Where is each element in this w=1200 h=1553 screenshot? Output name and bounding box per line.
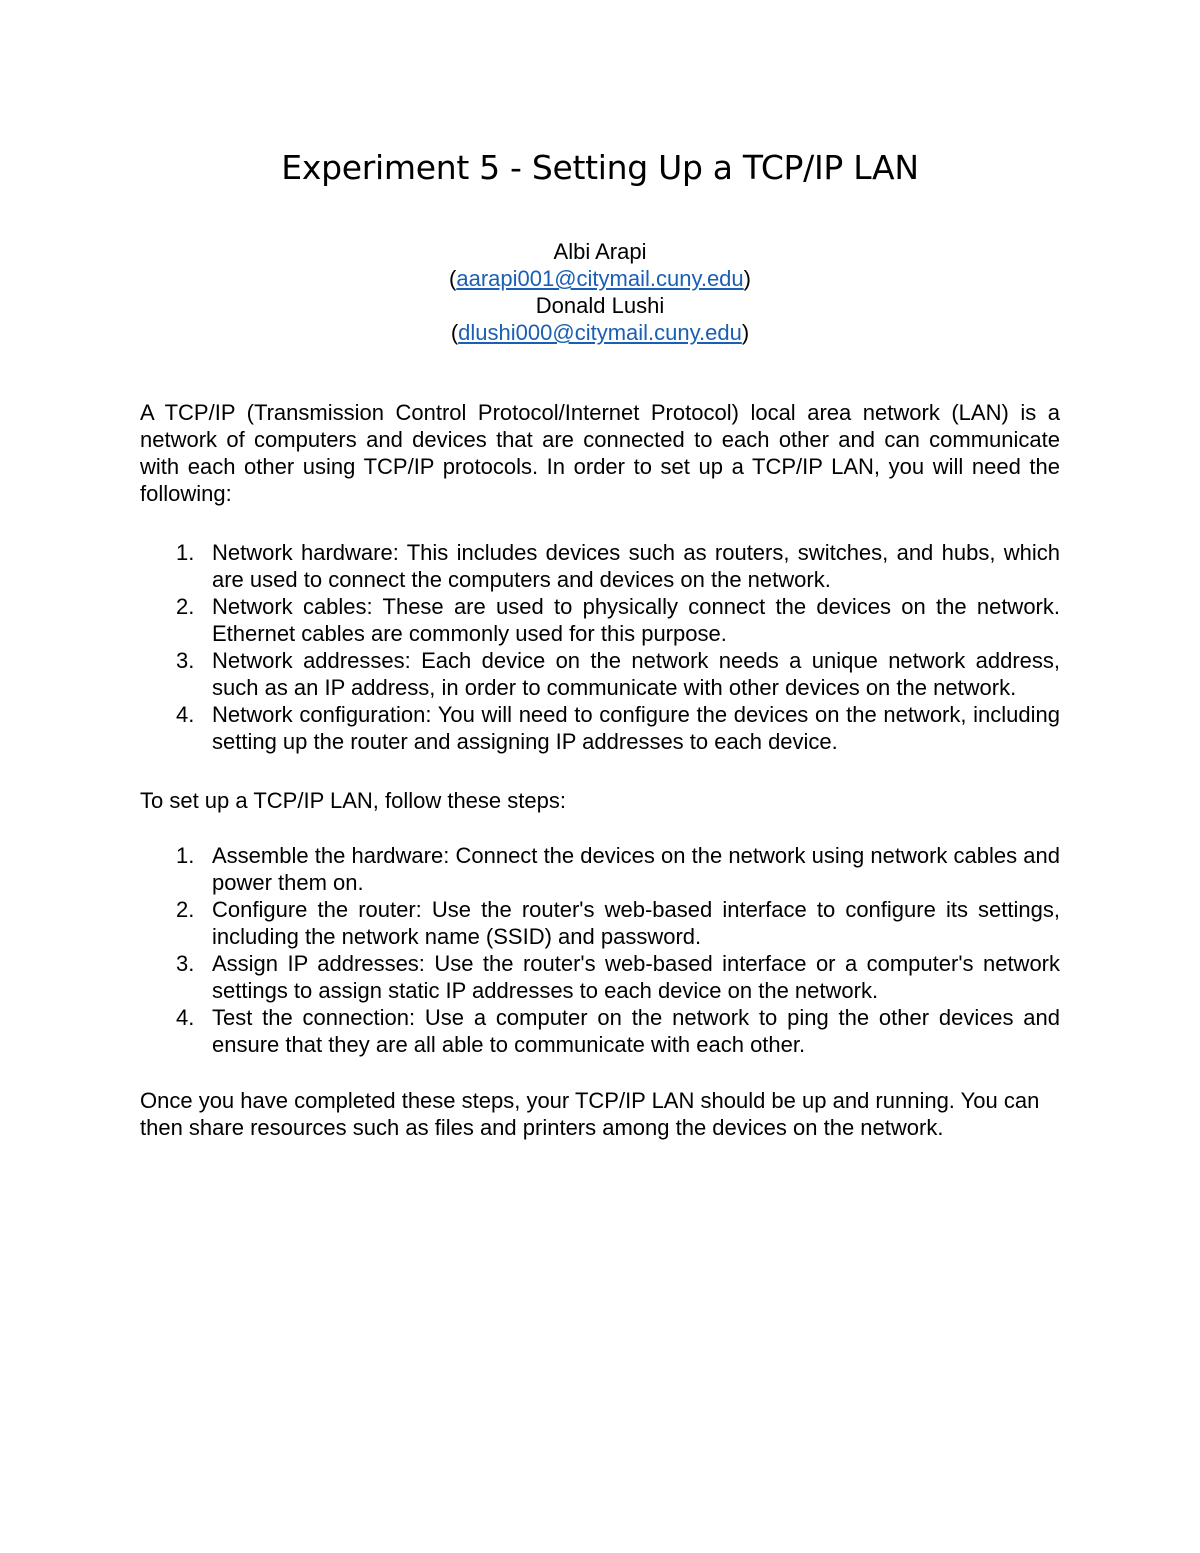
requirements-list [140, 539, 1060, 755]
list-item [140, 593, 1060, 647]
list-number: 4. [176, 702, 195, 727]
list-item [140, 539, 1060, 593]
list-item [140, 842, 1060, 896]
list-item-text: Test the connection: Use a computer on the network to ping the other devices and ensure that they are all able to communicate with each other. [212, 1005, 1060, 1057]
list-number: 1. [176, 843, 195, 868]
list-item [140, 1004, 1060, 1058]
list-item-text: Network cables: These are used to physically connect the devices on the network. Ethernet cables are commonly used for this purpose. [212, 594, 1060, 646]
list-item [140, 896, 1060, 950]
list-item [140, 701, 1060, 755]
list-item [140, 647, 1060, 701]
author-name: Donald Lushi [535, 293, 665, 318]
author-email-line [0, 265, 1200, 292]
close-paren: ) [743, 266, 751, 291]
author-block [0, 238, 1200, 346]
conclusion-paragraph: Once you have completed these steps, your TCP/IP LAN should be up and running. You can then share resources such as files and printers among the devices on the network. [140, 1088, 1040, 1140]
list-number: 1. [176, 540, 195, 565]
author-name: Albi Arapi [553, 239, 647, 264]
list-item-text: Network addresses: Each device on the network needs a unique network address, such as an IP address, in order to communicate with other devices on the network. [212, 648, 1060, 700]
steps-intro: To set up a TCP/IP LAN, follow these steps: [140, 788, 566, 813]
steps-list [140, 842, 1060, 1058]
list-number: 2. [176, 897, 195, 922]
close-paren: ) [741, 320, 750, 345]
list-item-text: Assemble the hardware: Connect the devices on the network using network cables and power them on. [212, 843, 1060, 895]
intro-paragraph: A TCP/IP (Transmission Control Protocol/Internet Protocol) local area network (LAN) is a network of computers and devices that are connected to each other and can communicate with each other using TCP/IP protocols. In order to set up a TCP/IP LAN, you will need the following: [140, 400, 1060, 506]
list-number: 3. [176, 951, 195, 976]
author-email-link[interactable]: dlushi000@citymail.cuny.edu [458, 320, 742, 345]
list-item-text: Configure the router: Use the router's web-based interface to configure its settings, including the network name (SSID) and password. [212, 897, 1060, 949]
list-item [140, 950, 1060, 1004]
list-item-text: Assign IP addresses: Use the router's web-based interface or a computer's network settings to assign static IP addresses to each device on the network. [212, 951, 1060, 1003]
author-email-link[interactable]: aarapi001@citymail.cuny.edu [456, 266, 744, 291]
document-title: Experiment 5 - Setting Up a TCP/IP LAN [281, 148, 919, 187]
list-item-text: Network hardware: This includes devices such as routers, switches, and hubs, which are used to connect the computers and devices on the network. [212, 540, 1060, 592]
list-number: 3. [176, 648, 195, 673]
author-email-line [0, 319, 1200, 346]
list-number: 2. [176, 594, 195, 619]
open-paren: ( [450, 320, 459, 345]
list-number: 4. [176, 1005, 195, 1030]
list-item-text: Network configuration: You will need to configure the devices on the network, including setting up the router and assigning IP addresses to each device. [212, 702, 1060, 754]
open-paren: ( [449, 266, 457, 291]
